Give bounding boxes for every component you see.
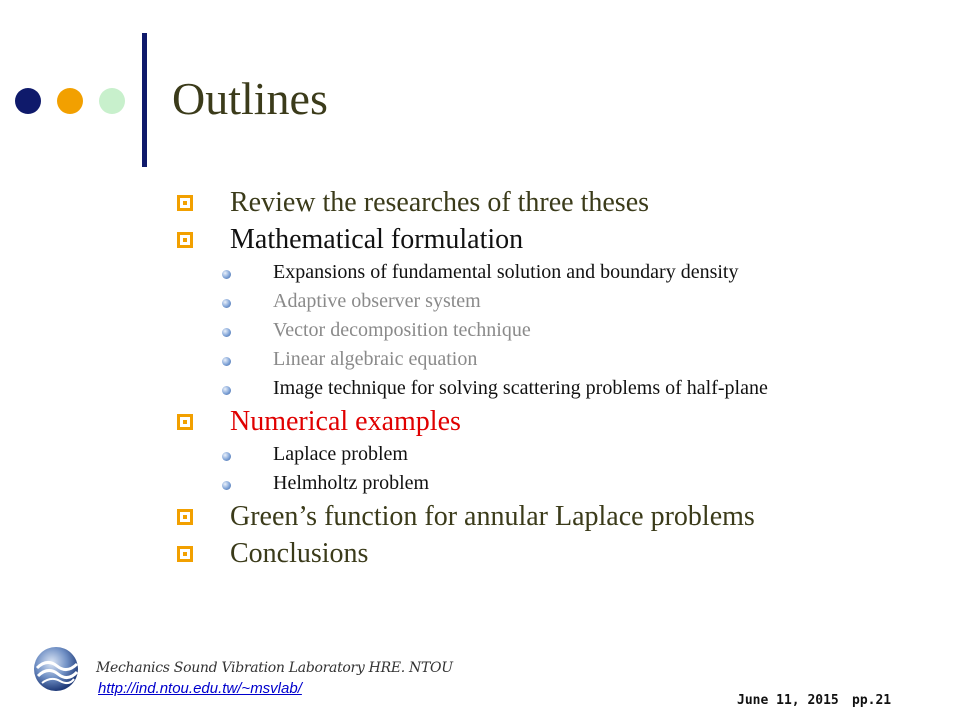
outline-list [176, 184, 936, 572]
square-bullet-icon [177, 546, 193, 562]
outline-item-text: Vector decomposition technique [273, 319, 531, 341]
outline-subitem [176, 469, 936, 498]
outline-item-text: Linear algebraic equation [273, 348, 478, 370]
orange-dot [57, 88, 83, 114]
round-bullet-icon [222, 270, 231, 279]
square-bullet-icon [177, 232, 193, 248]
outline-item-text: Review the researches of three theses [230, 187, 650, 218]
lab-wave-logo-icon [33, 646, 79, 692]
slide-title: Outlines [172, 73, 328, 124]
mint-dot [99, 88, 125, 114]
square-bullet-icon [177, 414, 193, 430]
outline-item-text: Conclusions [230, 538, 369, 569]
outline-item-text: Laplace problem [273, 443, 408, 465]
navy-dot [15, 88, 41, 114]
outline-item [176, 221, 936, 258]
outline-item [176, 403, 936, 440]
square-bullet-icon [177, 509, 193, 525]
page-number: pp.21 [852, 693, 892, 708]
outline-item-text: Mathematical formulation [230, 224, 524, 255]
slide-date: June 11, 2015 [737, 693, 839, 708]
round-bullet-icon [222, 452, 231, 461]
round-bullet-icon [222, 481, 231, 490]
outline-item-text: Green’s function for annular Laplace problems [230, 501, 755, 532]
outline-subitem [176, 316, 936, 345]
outline-item-text: Numerical examples [230, 406, 461, 437]
outline-item [176, 498, 936, 535]
round-bullet-icon [222, 299, 231, 308]
outline-item [176, 184, 936, 221]
lab-name: Mechanics Sound Vibration Laboratory HRE. NTOU [96, 660, 453, 676]
outline-subitem [176, 440, 936, 469]
outline-subitem [176, 374, 936, 403]
outline-item-text: Helmholtz problem [273, 472, 430, 494]
outline-item [176, 535, 936, 572]
title-divider-bar [142, 33, 147, 167]
round-bullet-icon [222, 357, 231, 366]
square-bullet-icon [177, 195, 193, 211]
round-bullet-icon [222, 328, 231, 337]
round-bullet-icon [222, 386, 231, 395]
outline-subitem [176, 258, 936, 287]
outline-item-text: Image technique for solving scattering problems of half-plane [273, 377, 768, 399]
outline-subitem [176, 345, 936, 374]
lab-url-link[interactable]: http://ind.ntou.edu.tw/~msvlab/ [98, 680, 302, 697]
outline-item-text: Adaptive observer system [273, 290, 481, 312]
outline-subitem [176, 287, 936, 316]
outline-item-text: Expansions of fundamental solution and boundary density [273, 261, 739, 283]
